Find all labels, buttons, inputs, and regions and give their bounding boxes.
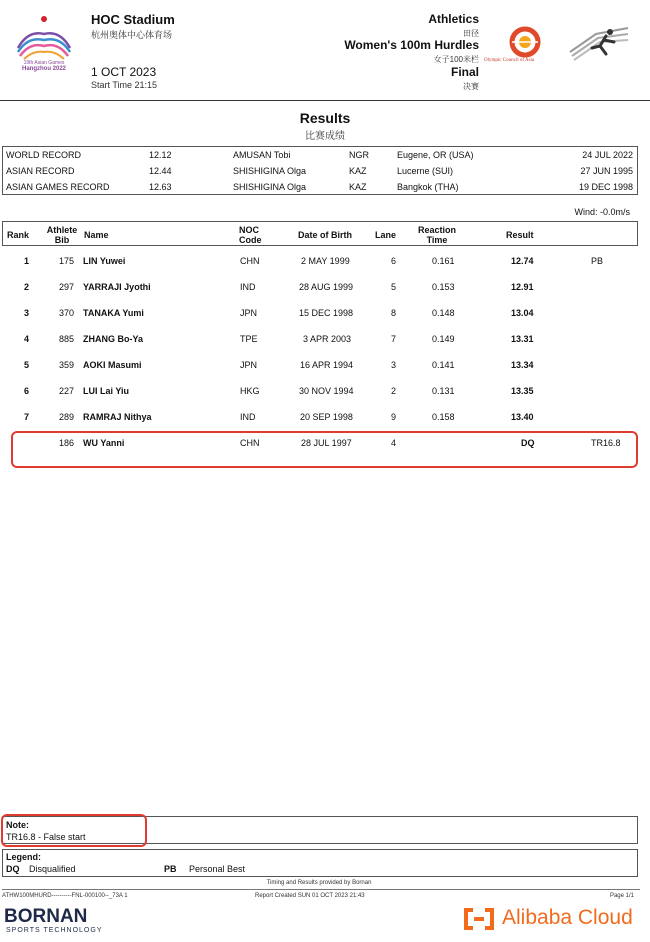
sport-name: Athletics <box>428 12 479 26</box>
dob: 30 NOV 1994 <box>299 386 354 396</box>
reaction-time: 0.148 <box>432 308 455 318</box>
table-row <box>0 252 650 270</box>
reaction-time: 0.153 <box>432 282 455 292</box>
record-place: Lucerne (SUI) <box>397 166 454 176</box>
reaction-time: 0.158 <box>432 412 455 422</box>
page-title: Results <box>299 110 351 126</box>
athlete-name: WU Yanni <box>83 438 125 448</box>
noc: HKG <box>240 386 260 396</box>
sport-name-cn: 田径 <box>463 29 479 38</box>
record-label: ASIAN GAMES RECORD <box>6 182 110 192</box>
event-date: 1 OCT 2023 <box>91 65 157 79</box>
note-label: Note: <box>6 820 29 830</box>
oca-text: Olympic Council of Asia <box>484 58 535 63</box>
noc: CHN <box>240 256 260 266</box>
col-result: Result <box>506 230 534 240</box>
result: 12.74 <box>511 256 534 266</box>
reaction-time: 0.141 <box>432 360 455 370</box>
result: 13.34 <box>511 360 534 370</box>
reaction-time: 0.131 <box>432 386 455 396</box>
bib: 227 <box>59 386 75 396</box>
event-name: Women's 100m Hurdles <box>344 38 479 52</box>
record-noc: NGR <box>349 150 369 160</box>
noc: IND <box>240 282 256 292</box>
event-name-cn: 女子100米栏 <box>433 55 479 64</box>
noc: JPN <box>240 308 258 318</box>
legend-desc: Personal Best <box>189 864 246 874</box>
rank: 4 <box>24 334 30 344</box>
record-row <box>3 163 637 179</box>
result-note: TR16.8 <box>591 438 621 448</box>
rank: 7 <box>24 412 30 422</box>
record-place: Eugene, OR (USA) <box>397 150 474 160</box>
athlete-name: AOKI Masumi <box>83 360 142 370</box>
noc: IND <box>240 412 256 422</box>
bib: 186 <box>59 438 75 448</box>
lane: 5 <box>391 282 397 292</box>
bornan-tagline: SPORTS TECHNOLOGY <box>6 927 103 934</box>
note-text: TR16.8 - False start <box>6 832 86 842</box>
result: 13.40 <box>511 412 534 422</box>
noc: CHN <box>240 438 260 448</box>
dq-highlight-box <box>11 431 638 468</box>
noc: TPE <box>240 334 258 344</box>
lane: 9 <box>391 412 397 422</box>
phase-name-cn: 决赛 <box>463 82 479 91</box>
record-label: WORLD RECORD <box>6 150 82 160</box>
rank: 1 <box>24 256 30 266</box>
table-row <box>0 356 650 374</box>
bib: 885 <box>59 334 75 344</box>
legend-code: DQ <box>6 864 20 874</box>
bib: 175 <box>59 256 75 266</box>
venue-name-cn: 杭州奥体中心体育场 <box>91 30 173 40</box>
report-created: Report Created SUN 01 OCT 2023 21:43 <box>255 893 365 899</box>
record-holder: SHISHIGINA Olga <box>233 166 307 176</box>
record-date: 19 DEC 1998 <box>578 182 633 192</box>
result: 13.35 <box>511 386 534 396</box>
lane: 3 <box>391 360 397 370</box>
doc-code: ATHW100MHURD----------FNL-000100--_73A 1 <box>2 893 128 899</box>
dob: 16 APR 1994 <box>300 360 354 370</box>
record-holder: SHISHIGINA Olga <box>233 182 307 192</box>
record-place: Bangkok (THA) <box>397 182 459 192</box>
reaction-time: 0.149 <box>432 334 455 344</box>
record-noc: KAZ <box>349 182 367 192</box>
records-table <box>2 146 638 195</box>
record-date: 24 JUL 2022 <box>582 150 633 160</box>
alibaba-cloud-icon <box>463 908 495 930</box>
note-highlight-box <box>1 814 147 847</box>
athlete-name: TANAKA Yumi <box>83 308 144 318</box>
bib: 359 <box>59 360 75 370</box>
col-noc: NOC Code <box>239 225 262 245</box>
lane: 2 <box>391 386 397 396</box>
bib: 370 <box>59 308 75 318</box>
lane: 8 <box>391 308 397 318</box>
dob: 15 DEC 1998 <box>299 308 354 318</box>
col-name: Name <box>84 230 109 240</box>
legend-code: PB <box>164 864 177 874</box>
result: DQ <box>521 438 535 448</box>
start-time: Start Time 21:15 <box>91 80 158 90</box>
dob: 2 MAY 1999 <box>301 256 350 266</box>
noc: JPN <box>240 360 258 370</box>
athletics-runner-icon <box>566 24 632 64</box>
record-value: 12.63 <box>149 182 172 192</box>
col-dob: Date of Birth <box>298 230 352 240</box>
result: 13.04 <box>511 308 534 318</box>
rank: 2 <box>24 282 30 292</box>
col-rank: Rank <box>7 230 30 240</box>
table-row <box>0 382 650 400</box>
col-lane: Lane <box>375 230 397 240</box>
phase-name: Final <box>450 65 479 79</box>
record-holder: AMUSAN Tobi <box>233 150 291 160</box>
dob: 20 SEP 1998 <box>300 412 353 422</box>
table-row <box>0 278 650 296</box>
col-bib: Athlete Bib <box>46 225 78 245</box>
bornan-logo: BORNAN <box>4 906 88 927</box>
dob: 3 APR 2003 <box>303 334 352 344</box>
table-row <box>0 330 650 348</box>
record-value: 12.44 <box>149 166 172 176</box>
alibaba-cloud-logo: Alibaba Cloud <box>502 906 633 929</box>
legend-desc: Disqualified <box>29 864 76 874</box>
athlete-name: YARRAJI Jyothi <box>83 282 151 292</box>
dob: 28 AUG 1999 <box>299 282 354 292</box>
dob: 28 JUL 1997 <box>301 438 352 448</box>
record-value: 12.12 <box>149 150 172 160</box>
page-title-cn: 比赛成绩 <box>305 131 345 142</box>
record-date: 27 JUN 1995 <box>580 166 633 176</box>
athlete-name: ZHANG Bo-Ya <box>83 334 144 344</box>
lane: 4 <box>391 438 397 448</box>
wind-reading: Wind: -0.0m/s <box>574 207 630 217</box>
results-header <box>2 221 638 246</box>
athlete-name: LIN Yuwei <box>83 256 126 266</box>
bib: 297 <box>59 282 75 292</box>
record-row <box>3 147 637 163</box>
rank: 3 <box>24 308 30 318</box>
legend-label: Legend: <box>6 852 41 862</box>
result: 12.91 <box>511 282 534 292</box>
result-note: PB <box>591 256 604 266</box>
record-label: ASIAN RECORD <box>6 166 75 176</box>
games-logo-text: 19th Asian Games Hangzhou 2022 <box>21 60 66 72</box>
table-row <box>0 408 650 426</box>
provided-by: Timing and Results provided by Bornan <box>266 880 372 886</box>
table-row <box>0 304 650 322</box>
col-reaction: Reaction Time <box>417 225 456 245</box>
lane: 6 <box>391 256 397 266</box>
lane: 7 <box>391 334 397 344</box>
legend-box <box>2 849 638 877</box>
athlete-name: LUI Lai Yiu <box>83 386 130 396</box>
rank: 5 <box>24 360 30 370</box>
record-row <box>3 179 637 195</box>
footer-divider <box>2 889 640 890</box>
venue-name: HOC Stadium <box>91 12 175 27</box>
athlete-name: RAMRAJ Nithya <box>83 412 152 422</box>
rank: 6 <box>24 386 30 396</box>
header-divider <box>0 100 650 101</box>
bib: 289 <box>59 412 75 422</box>
reaction-time: 0.161 <box>432 256 455 266</box>
result: 13.31 <box>511 334 534 344</box>
record-noc: KAZ <box>349 166 367 176</box>
page-number: Page 1/1 <box>609 893 634 899</box>
